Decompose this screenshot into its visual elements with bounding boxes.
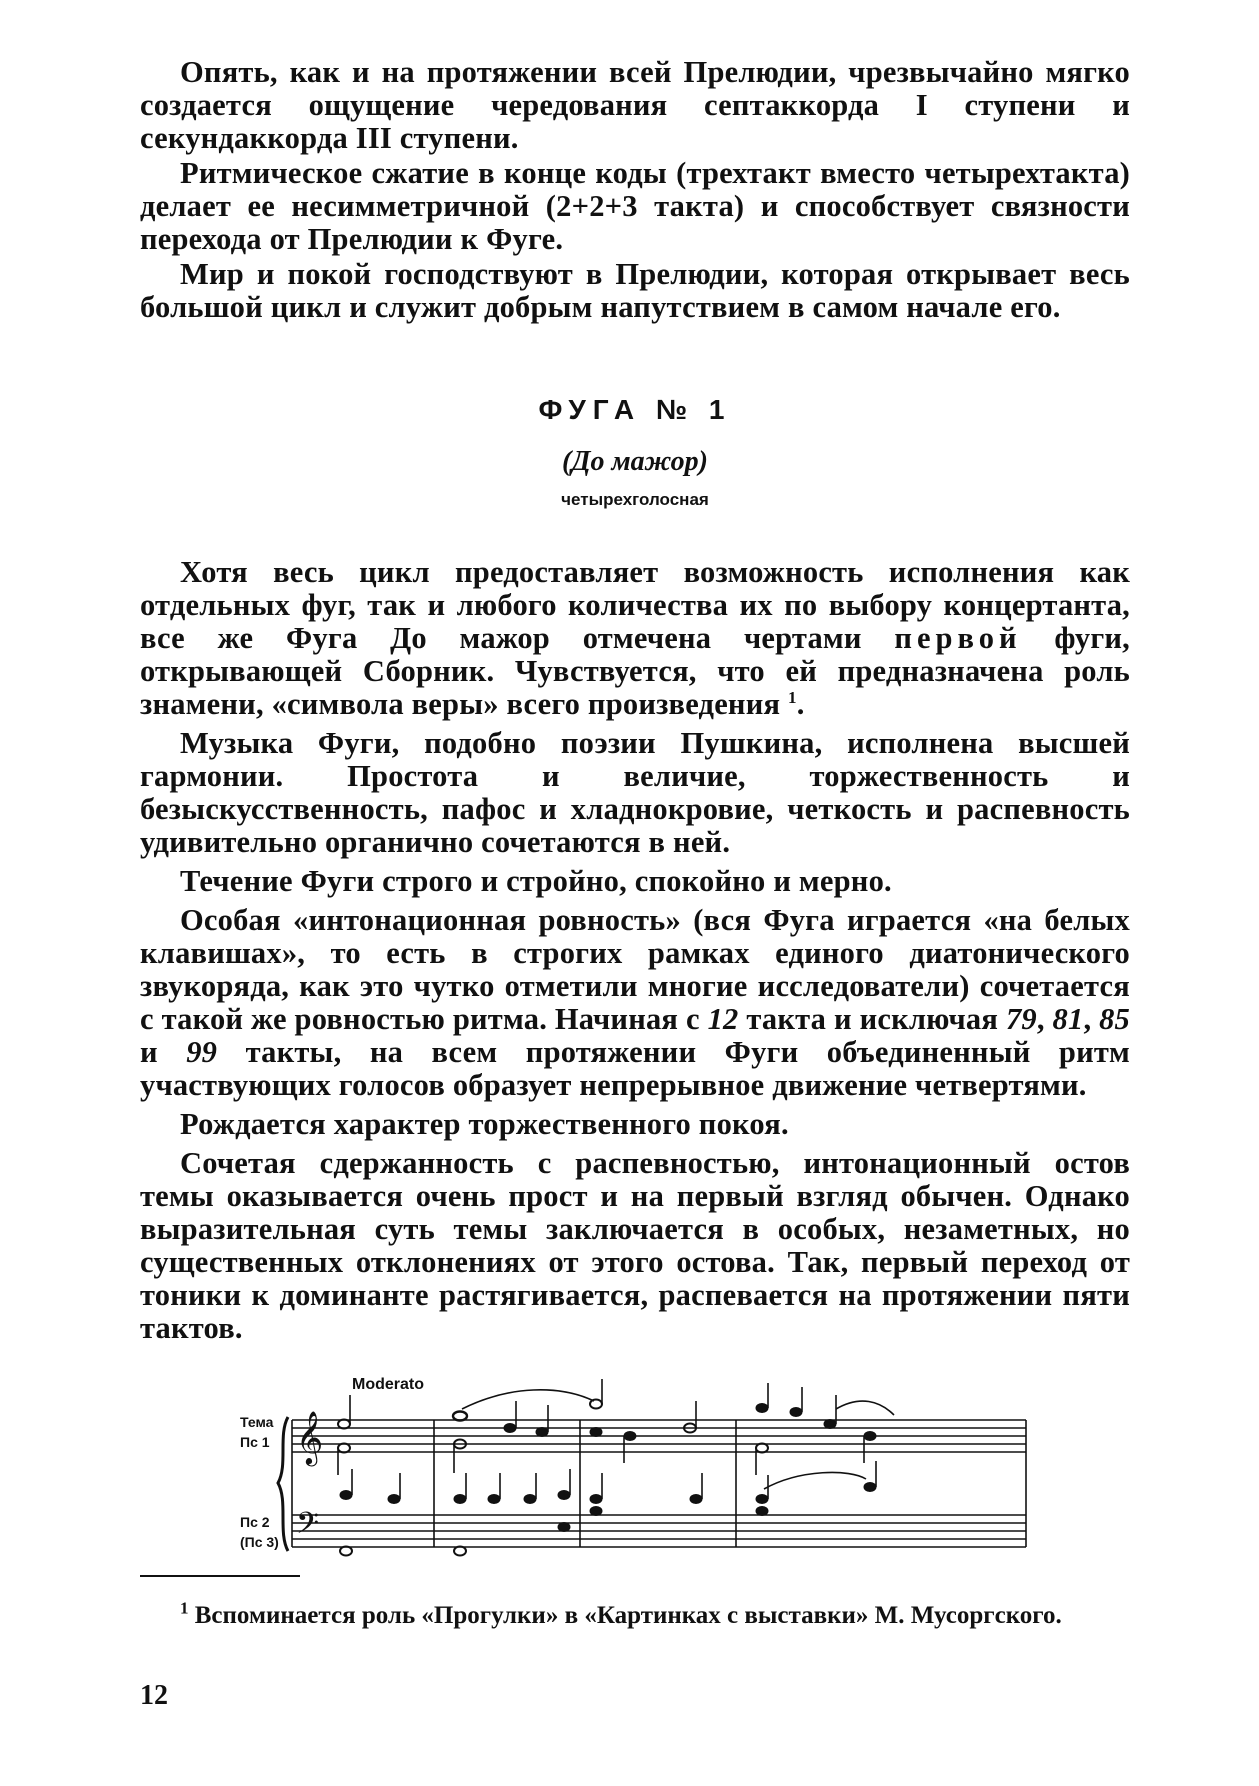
label-ps2: Пс 2 [240,1514,270,1530]
footnote-text: Вспоминается роль «Прогулки» в «Картинках с выставки» М. Мусоргского. [194,1602,1062,1629]
measure-12: 12 [707,1002,739,1036]
barlines [292,1420,1026,1547]
footnote-reference: 1 [788,687,797,707]
section-heading [140,394,1130,510]
paragraph-6: Течение Фуги строго и стройно, спокойно и мерно. [180,864,892,898]
bass-clef-icon: 𝄢 [296,1507,320,1548]
paragraph-4-part1: Хотя весь цикл предоставляет возможность исполнения как отдельных фуг, так и любого количества их по выбору концертанта, все же Фуга До мажор отмечена чертами [140,555,1130,655]
brace [278,1417,288,1551]
paragraph-7-part2: такта и исключая [746,1002,999,1036]
paragraph-7: Особая «интонационная ровность» (вся Фуга играется «на белых клавишах», то есть в строгих рамках единого диатонического звукоряда, как это чутко отметили многие исследователи) сочетается с такой же ровностью ритма. Начиная с 12 такта и исключая 79, 81, 85 и 99 такты, на всем протяжении Фуги объединенный ритм участвующих голосов образует непрерывное движение четвертями. [140,903,1131,1102]
lower-notes [340,1461,876,1556]
music-example [240,1365,1040,1565]
footnote-mark: 1 [180,1598,189,1618]
measure-85: 85 [1099,1002,1131,1036]
treble-clef-icon: 𝄞 [296,1410,324,1464]
paragraph-8: Рождается характер торжественного покоя. [180,1107,789,1141]
main-text-block [140,556,1130,1345]
label-ps3: (Пс 3) [240,1534,279,1550]
conj-and: и [140,1035,158,1069]
footnote-rule [140,1575,300,1577]
emphasis-first: первой [894,621,1022,655]
section-key: (До мажор) [562,446,708,477]
paragraph-5: Музыка Фуги, подобно поэзии Пушкина, исполнена высшей гармонии. Простота и величие, торжественность и безыскусственность, пафос и хладнокровие, четкость и распевность удивительно органично сочетаются в ней. [140,726,1130,859]
paragraph-7-part1: Особая «интонационная ровность» (вся Фуга играется «на белых клавишах», то есть в строгих рамках единого диатонического звукоряда, как это чутко отметили многие исследователи) сочетается с такой же ровностью ритма. Начиная с [140,903,1130,1036]
paragraph-1: Опять, как и на протяжении всей Прелюдии, чрезвычайно мягко создается ощущение чередования септаккорда I ступени и секундаккорда III ступени. [140,55,1130,155]
label-tema: Тема [240,1414,274,1430]
paragraph-2: Ритмическое сжатие в конце коды (трехтакт вместо четырехтакта) делает ее несимметричной (2+2+3 такта) и способствует связности перехода от Прелюдии к Фуге. [140,156,1130,256]
tempo-marking: Moderato [352,1376,424,1393]
section-title: ФУГА № 1 [538,394,732,425]
measure-99: 99 [186,1035,218,1069]
paragraph-4-part2: фуги, открывающей Сборник. Чувствуется, что ей предназначена роль знамени, «символа веры» всего произведения [140,621,1131,721]
upper-notes [338,1379,894,1475]
paragraph-4-end: . [796,687,805,721]
paragraph-4 [140,556,1130,721]
section-voices: четырехголосная [561,490,709,509]
top-text-block [140,56,1130,324]
label-ps1: Пс 1 [240,1434,270,1450]
measure-79: 79 [1005,1002,1037,1036]
page-number: 12 [140,1680,168,1711]
paragraph-3: Мир и покой господствуют в Прелюдии, которая открывает весь большой цикл и служит добрым напутствием в самом начале его. [140,257,1130,324]
footnote [140,1600,1130,1632]
measure-81: 81 [1052,1002,1084,1036]
paragraph-7-part3: такты, на всем протяжении Фуги объединенный ритм участвующих голосов образует непрерывное движение четвертями. [140,1035,1131,1102]
paragraph-9: Сочетая сдержанность с распевностью, интонационный остов темы оказывается очень прост и на первый взгляд обычен. Однако выразительная суть темы заключается в особых, незаметных, но существенных отклонениях от этого остова. Так, первый переход от тоники к доминанте растягивается, распевается на протяжении пяти тактов. [140,1146,1130,1345]
treble-staff [292,1420,1026,1452]
bass-staff [292,1515,1026,1547]
